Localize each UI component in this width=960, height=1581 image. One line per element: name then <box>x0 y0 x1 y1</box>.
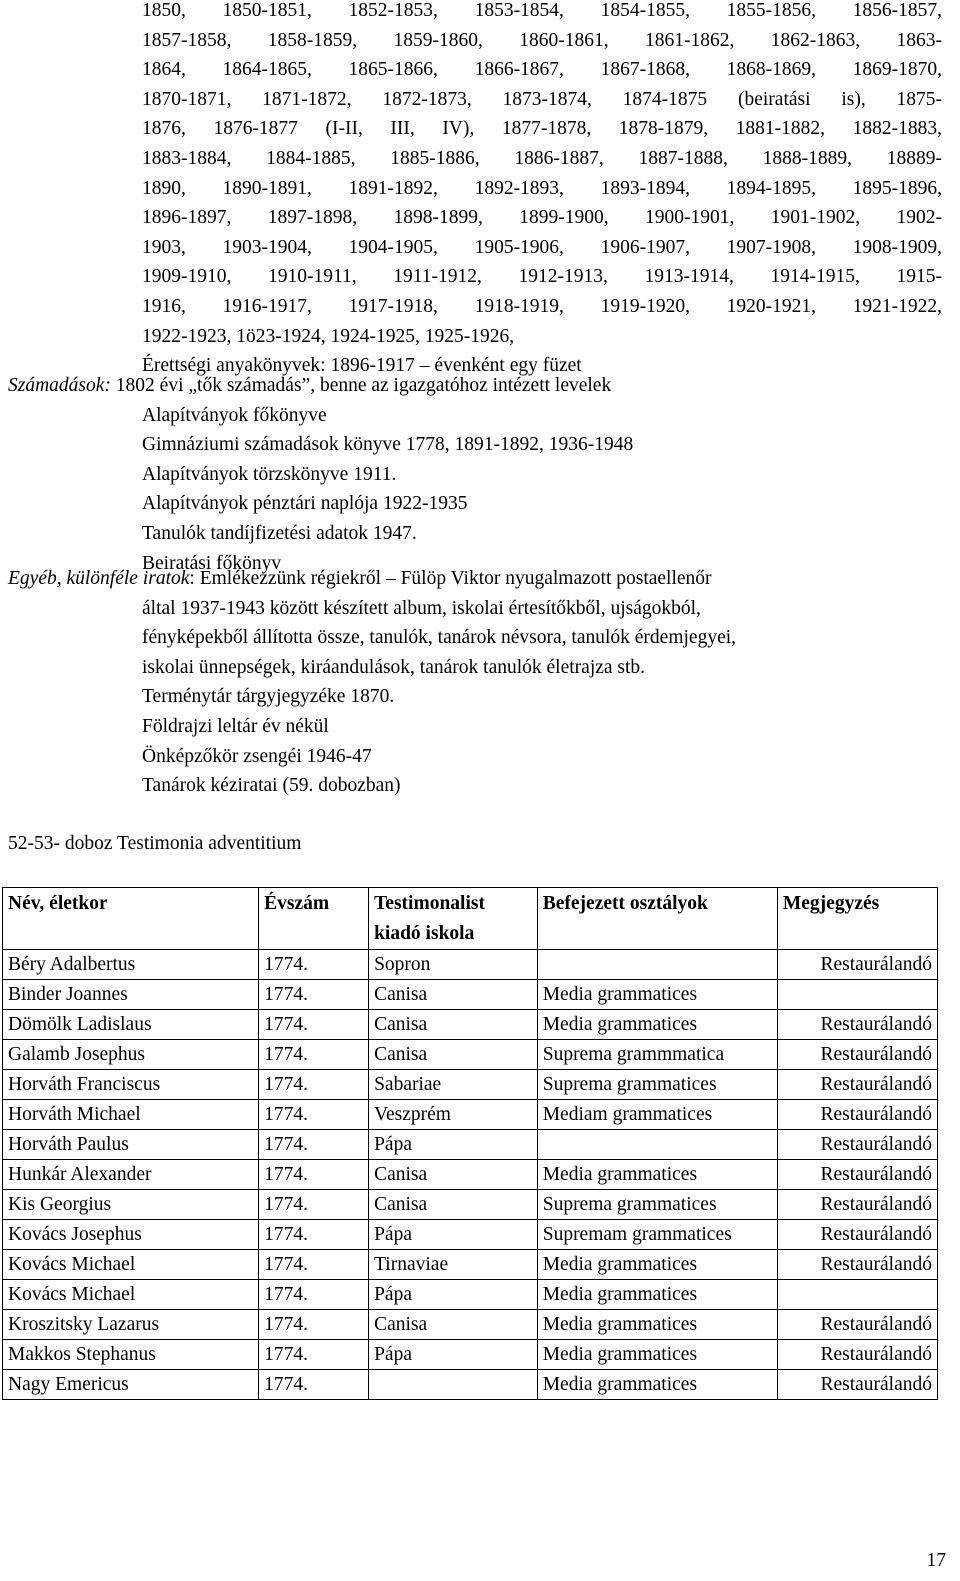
cell-classes: Suprema grammatices <box>537 1190 777 1220</box>
header-school: Testimonalist kiadó iskola <box>369 888 538 950</box>
table-row <box>3 1310 938 1340</box>
cell-name: Horváth Michael <box>3 1100 259 1130</box>
cell-name: Kovács Josephus <box>3 1220 259 1250</box>
box-title: 52-53- doboz Testimonia adventitium <box>8 833 302 854</box>
cell-school: Pápa <box>369 1130 538 1160</box>
cell-note: Restaurálandó <box>777 1130 937 1160</box>
cell-classes: Media grammatices <box>537 1250 777 1280</box>
cell-school: Canisa <box>369 1040 538 1070</box>
cell-name: Makkos Stephanus <box>3 1340 259 1370</box>
cell-year: 1774. <box>259 1130 369 1160</box>
cell-year: 1774. <box>259 1070 369 1100</box>
years-line: 1896-1897, 1897-1898, 1898-1899, 1899-1900, 1900-1901, 1901-1902, 1902- <box>142 207 942 229</box>
cell-school: Pápa <box>369 1280 538 1310</box>
cell-note: Restaurálandó <box>777 1250 937 1280</box>
table-header-row <box>3 888 938 950</box>
cell-note: Restaurálandó <box>777 1040 937 1070</box>
cell-school: Canisa <box>369 1310 538 1340</box>
cell-classes: Suprema grammatices <box>537 1070 777 1100</box>
cell-classes: Media grammatices <box>537 1310 777 1340</box>
cell-note: Restaurálandó <box>777 1310 937 1340</box>
cell-name: Horváth Paulus <box>3 1130 259 1160</box>
cell-name: Kovács Michael <box>3 1250 259 1280</box>
cell-year: 1774. <box>259 1160 369 1190</box>
accounts-first-line <box>8 371 938 401</box>
cell-name: Galamb Josephus <box>3 1040 259 1070</box>
table-row <box>3 1370 938 1400</box>
cell-classes: Media grammatices <box>537 1010 777 1040</box>
cell-classes: Media grammatices <box>537 1160 777 1190</box>
years-line: 1903, 1903-1904, 1904-1905, 1905-1906, 1906-1907, 1907-1908, 1908-1909, <box>142 236 942 258</box>
misc-first-text: : Emlékezzünk régiekről – Fülöp Viktor nyugalmazott postaellenőr <box>189 568 712 589</box>
page-number: 17 <box>926 1550 946 1571</box>
cell-name: Kis Georgius <box>3 1190 259 1220</box>
header-note: Megjegyzés <box>777 888 937 950</box>
cell-note: Restaurálandó <box>777 1100 937 1130</box>
graduation-records-line: Érettségi anyakönyvek: 1896-1917 – évenként egy füzet <box>142 355 582 377</box>
cell-classes: Supremam grammatices <box>537 1220 777 1250</box>
cell-school: Sabariae <box>369 1070 538 1100</box>
cell-year: 1774. <box>259 1040 369 1070</box>
accounts-label: Számadások: <box>8 375 111 396</box>
cell-name: Dömölk Ladislaus <box>3 1010 259 1040</box>
cell-note: Restaurálandó <box>777 1070 937 1100</box>
accounts-item: Tanulók tandíjfizetési adatok 1947. <box>142 522 417 544</box>
accounts-item: Alapítványok törzskönyve 1911. <box>142 463 397 485</box>
misc-item: Terménytár tárgyjegyzéke 1870. <box>142 686 395 708</box>
cell-note: Restaurálandó <box>777 1190 937 1220</box>
cell-name: Binder Joannes <box>3 980 259 1010</box>
table-row <box>3 1250 938 1280</box>
table-row <box>3 1340 938 1370</box>
cell-note: Restaurálandó <box>777 1160 937 1190</box>
years-line: 1870-1871, 1871-1872, 1872-1873, 1873-1874, 1874-1875 (beiratási is), 1875- <box>142 88 942 110</box>
years-line: 1916, 1916-1917, 1917-1918, 1918-1919, 1919-1920, 1920-1921, 1921-1922, <box>142 295 942 317</box>
table-row <box>3 980 938 1010</box>
cell-classes: Suprema grammmatica <box>537 1040 777 1070</box>
table-row <box>3 1040 938 1070</box>
misc-wrap-line: által 1937-1943 között készített album, iskolai értesítőkből, ujságokból, <box>142 597 701 619</box>
years-line: 1922-1923, 1ö23-1924, 1924-1925, 1925-1926, <box>142 325 515 347</box>
years-line: 1850, 1850-1851, 1852-1853, 1853-1854, 1854-1855, 1855-1856, 1856-1857, <box>142 0 942 21</box>
cell-note: Restaurálandó <box>777 1340 937 1370</box>
cell-name: Hunkár Alexander <box>3 1160 259 1190</box>
misc-item: Tanárok kéziratai (59. dobozban) <box>142 775 401 797</box>
testimonia-table <box>2 887 938 1400</box>
cell-note: Restaurálandó <box>777 1220 937 1250</box>
table-row <box>3 1010 938 1040</box>
header-classes: Befejezett osztályok <box>537 888 777 950</box>
cell-classes: Media grammatices <box>537 1280 777 1310</box>
cell-note <box>777 1280 937 1310</box>
cell-year: 1774. <box>259 950 369 980</box>
table-row <box>3 1220 938 1250</box>
cell-year: 1774. <box>259 1010 369 1040</box>
school-years-list <box>142 0 942 381</box>
cell-note: Restaurálandó <box>777 1370 937 1400</box>
cell-year: 1774. <box>259 1370 369 1400</box>
cell-name: Kovács Michael <box>3 1280 259 1310</box>
table-row <box>3 1100 938 1130</box>
cell-classes <box>537 1130 777 1160</box>
accounts-item: Beiratási főkönyv <box>142 552 282 574</box>
years-line: 1909-1910, 1910-1911, 1911-1912, 1912-1913, 1913-1914, 1914-1915, 1915- <box>142 266 942 288</box>
years-line: 1883-1884, 1884-1885, 1885-1886, 1886-1887, 1887-1888, 1888-1889, 18889- <box>142 147 942 169</box>
misc-documents-section <box>8 564 938 801</box>
table-row <box>3 1190 938 1220</box>
cell-note: Restaurálandó <box>777 1010 937 1040</box>
cell-classes: Mediam grammatices <box>537 1100 777 1130</box>
table-row <box>3 950 938 980</box>
years-line: 1876, 1876-1877 (I-II, III, IV), 1877-1878, 1878-1879, 1881-1882, 1882-1883, <box>142 118 942 140</box>
cell-year: 1774. <box>259 1340 369 1370</box>
accounts-first-text: 1802 évi „tők számadás”, benne az igazgatóhoz intézett levelek <box>110 375 612 396</box>
cell-classes: Media grammatices <box>537 980 777 1010</box>
cell-year: 1774. <box>259 1100 369 1130</box>
years-line: 1890, 1890-1891, 1891-1892, 1892-1893, 1893-1894, 1894-1895, 1895-1896, <box>142 177 942 199</box>
cell-year: 1774. <box>259 1310 369 1340</box>
cell-year: 1774. <box>259 1190 369 1220</box>
cell-year: 1774. <box>259 1250 369 1280</box>
cell-school: Canisa <box>369 980 538 1010</box>
cell-school: Sopron <box>369 950 538 980</box>
misc-wrap-line: iskolai ünnepségek, kiráandulások, tanárok tanulók életrajza stb. <box>142 656 646 678</box>
cell-school: Canisa <box>369 1010 538 1040</box>
cell-name: Kroszitsky Lazarus <box>3 1310 259 1340</box>
accounts-item: Alapítványok pénztári naplója 1922-1935 <box>142 493 468 515</box>
cell-classes <box>537 950 777 980</box>
misc-wrap-line: fényképekből állította össze, tanulók, tanárok névsora, tanulók érdemjegyei, <box>142 627 737 649</box>
accounts-item: Alapítványok főkönyve <box>142 404 327 426</box>
cell-school: Pápa <box>369 1340 538 1370</box>
table-row <box>3 1280 938 1310</box>
years-line: 1864, 1864-1865, 1865-1866, 1866-1867, 1867-1868, 1868-1869, 1869-1870, <box>142 59 942 81</box>
cell-classes: Media grammatices <box>537 1370 777 1400</box>
cell-school: Veszprém <box>369 1100 538 1130</box>
accounts-section <box>8 371 938 578</box>
cell-note: Restaurálandó <box>777 950 937 980</box>
misc-item: Önképzőkör zsengéi 1946-47 <box>142 745 372 767</box>
misc-item: Földrajzi leltár év nékül <box>142 715 329 737</box>
table-body <box>3 950 938 1400</box>
table-row <box>3 1070 938 1100</box>
cell-note <box>777 980 937 1010</box>
cell-school: Pápa <box>369 1220 538 1250</box>
years-line: 1857-1858, 1858-1859, 1859-1860, 1860-1861, 1861-1862, 1862-1863, 1863- <box>142 29 942 51</box>
cell-name: Nagy Emericus <box>3 1370 259 1400</box>
cell-school: Tirnaviae <box>369 1250 538 1280</box>
header-year: Évszám <box>259 888 369 950</box>
table-row <box>3 1130 938 1160</box>
accounts-item: Gimnáziumi számadások könyve 1778, 1891-1892, 1936-1948 <box>142 434 634 456</box>
cell-school: Canisa <box>369 1190 538 1220</box>
cell-name: Béry Adalbertus <box>3 950 259 980</box>
cell-school: Canisa <box>369 1160 538 1190</box>
header-name: Név, életkor <box>3 888 259 950</box>
table-row <box>3 1160 938 1190</box>
cell-classes: Media grammatices <box>537 1340 777 1370</box>
misc-label: Egyéb, különféle iratok <box>8 568 190 589</box>
misc-first-line <box>8 564 938 594</box>
cell-school <box>369 1370 538 1400</box>
cell-name: Horváth Franciscus <box>3 1070 259 1100</box>
cell-year: 1774. <box>259 1280 369 1310</box>
cell-year: 1774. <box>259 980 369 1010</box>
cell-year: 1774. <box>259 1220 369 1250</box>
